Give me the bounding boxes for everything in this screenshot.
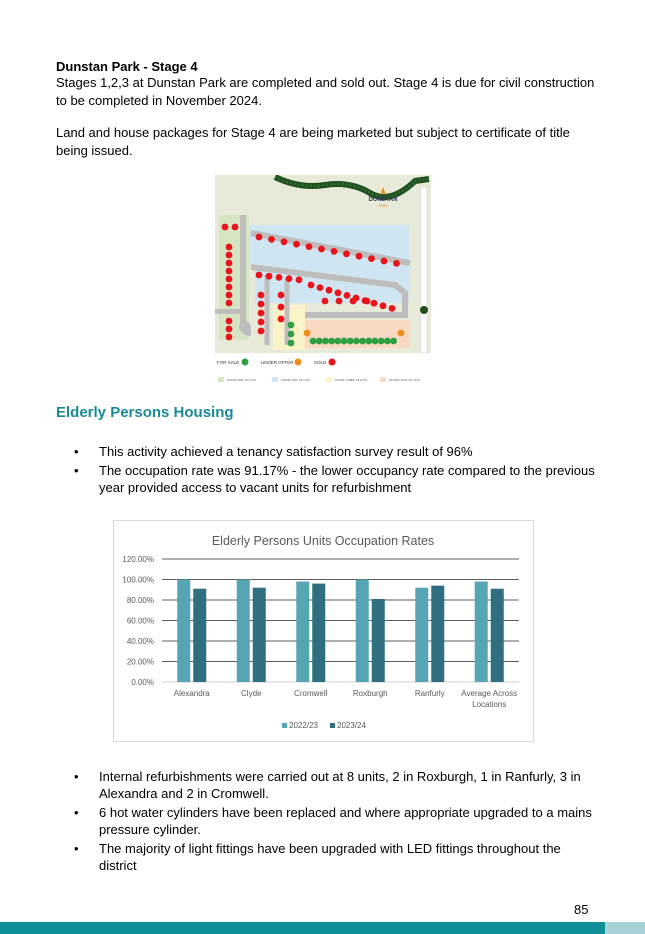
dunstan-heading: Dunstan Park - Stage 4 <box>56 59 198 74</box>
lot-marker <box>258 292 265 299</box>
bar-2022-23-1 <box>237 580 250 683</box>
bar-2023-24-4 <box>431 586 444 682</box>
bar-2023-24-3 <box>372 599 385 682</box>
y-tick-label: 120.00% <box>122 555 154 564</box>
svg-text:STAGE FOUR: 22 LOTS: STAGE FOUR: 22 LOTS <box>389 378 420 382</box>
lot-marker <box>372 338 379 345</box>
lot-marker <box>341 338 348 345</box>
legend-for-sale-dot <box>242 359 249 366</box>
lot-marker <box>308 282 315 289</box>
lot-marker <box>278 316 285 323</box>
svg-text:PARK: PARK <box>378 204 388 208</box>
lot-marker <box>226 300 233 307</box>
lot-marker <box>256 234 263 241</box>
lot-marker <box>344 292 351 299</box>
lot-marker <box>318 246 325 253</box>
lot-marker <box>364 298 371 305</box>
lot-marker <box>381 258 388 265</box>
lot-marker <box>393 260 400 267</box>
list-item: • The majority of light fittings have been upgraded with LED fittings throughout the district <box>56 840 596 874</box>
eph-bullets-top <box>56 443 596 498</box>
site-plan-map <box>215 175 431 388</box>
bar-2023-24-0 <box>193 589 206 682</box>
lot-marker <box>335 289 342 296</box>
x-tick-label: Roxburgh <box>352 689 388 698</box>
bar-2022-23-2 <box>296 582 309 682</box>
list-item: • 6 hot water cylinders have been replaced and where appropriate upgraded to a mains pressure cylinder. <box>56 804 596 838</box>
bar-2022-23-4 <box>415 588 428 682</box>
y-tick-label: 20.00% <box>126 657 154 667</box>
lot-marker <box>389 305 396 312</box>
y-tick-label: 100.00% <box>122 575 154 585</box>
lot-marker <box>226 260 233 267</box>
lot-marker <box>331 248 338 255</box>
lot-marker <box>286 275 293 282</box>
legend-under-offer-dot <box>295 359 302 366</box>
y-tick-label: 80.00% <box>126 596 154 605</box>
lot-marker <box>278 292 285 299</box>
lot-marker <box>288 322 295 329</box>
x-tick-label: Alexandra <box>173 689 210 698</box>
page-number: 85 <box>574 902 589 917</box>
lot-marker <box>266 273 273 280</box>
legend-sold: SOLD <box>314 360 327 365</box>
svg-text:STAGE THREE: 19 LOTS: STAGE THREE: 19 LOTS <box>335 378 368 382</box>
map-legend <box>217 359 336 366</box>
x-tick-label: Cromwell <box>294 689 328 698</box>
lot-marker <box>268 236 275 243</box>
legend-sold-dot <box>329 359 336 366</box>
lot-marker <box>326 287 333 294</box>
dunstan-para-2: Land and house packages for Stage 4 are being marketed but subject to certificate of title being issued. <box>56 125 570 158</box>
lot-marker <box>226 326 233 333</box>
legend-label: 2022/23 <box>289 721 318 730</box>
lot-marker <box>359 338 366 345</box>
lot-marker <box>322 298 329 305</box>
svg-text:STAGE TWO: 26 LOTS: STAGE TWO: 26 LOTS <box>281 378 311 382</box>
legend-swatch <box>282 723 287 728</box>
lot-marker <box>356 253 363 260</box>
lot-marker <box>317 284 324 291</box>
lot-marker <box>226 268 233 275</box>
bar-2022-23-5 <box>475 582 488 682</box>
lot-marker <box>226 292 233 299</box>
lot-marker <box>226 252 233 259</box>
x-tick-label: Ranfurly <box>414 689 445 698</box>
lot-marker <box>310 338 317 345</box>
bar-2023-24-5 <box>491 589 504 682</box>
lot-marker <box>222 224 229 231</box>
bar-2023-24-2 <box>312 584 325 682</box>
lot-marker <box>334 338 341 345</box>
y-tick-label: 40.00% <box>126 637 154 646</box>
lot-marker <box>258 301 265 308</box>
lot-marker <box>384 338 391 345</box>
x-tick-label: Average Across <box>461 689 518 698</box>
lot-marker <box>278 304 285 311</box>
lot-marker <box>353 338 360 345</box>
lot-marker <box>226 284 233 291</box>
bar-2022-23-3 <box>356 580 369 683</box>
lot-marker <box>390 338 397 345</box>
lot-marker <box>350 298 357 305</box>
lot-marker <box>288 340 295 347</box>
lot-marker <box>258 319 265 326</box>
lot-marker <box>306 243 313 250</box>
lot-marker <box>343 250 350 257</box>
lot-marker <box>276 274 283 281</box>
y-tick-label: 0.00% <box>131 678 154 687</box>
lot-marker <box>322 338 329 345</box>
lot-marker <box>365 338 372 345</box>
x-tick-label: Clyde <box>241 689 262 698</box>
footer-bar <box>0 922 645 934</box>
lot-marker <box>336 298 343 305</box>
lot-marker <box>398 330 405 337</box>
x-tick-label: Locations <box>472 700 507 709</box>
lot-marker <box>296 276 303 283</box>
legend-under-offer: UNDER OFFER <box>261 360 294 365</box>
legend-swatch <box>330 723 335 728</box>
lot-marker <box>328 338 335 345</box>
svg-text:STAGE ONE: 26 LOTS: STAGE ONE: 26 LOTS <box>227 378 256 382</box>
lot-marker <box>226 244 233 251</box>
lot-marker <box>258 310 265 317</box>
list-item: • The occupation rate was 91.17% - the lower occupancy rate compared to the previous year provided access to vacant units for refurbishment <box>56 462 596 496</box>
lot-marker <box>316 338 323 345</box>
bar-2022-23-0 <box>177 580 190 683</box>
svg-text:DUNSTAN: DUNSTAN <box>368 197 398 203</box>
list-item: • Internal refurbishments were carried out at 8 units, 2 in Roxburgh, 1 in Ranfurly, 3 in Alexandra and 2 in Cromwell. <box>56 768 596 802</box>
legend-label: 2023/24 <box>337 721 366 730</box>
bar-2023-24-1 <box>253 588 266 682</box>
lot-marker <box>226 334 233 341</box>
legend-for-sale: FOR SALE <box>217 360 240 365</box>
lot-marker <box>378 338 385 345</box>
lot-marker <box>304 330 311 337</box>
lot-marker <box>380 302 387 309</box>
eph-bullets-bottom <box>56 768 596 876</box>
dunstan-para-1: Stages 1,2,3 at Dunstan Park are completed and sold out. Stage 4 is due for civil construction to be completed in November 2024. <box>56 75 595 108</box>
lot-marker <box>347 338 354 345</box>
lot-marker <box>293 241 300 248</box>
y-tick-label: 60.00% <box>126 616 154 626</box>
lot-marker <box>226 318 233 325</box>
lot-marker <box>258 328 265 335</box>
eph-heading: Elderly Persons Housing <box>56 404 234 421</box>
lot-marker <box>281 238 288 245</box>
list-item: • This activity achieved a tenancy satisfaction survey result of 96% <box>56 443 596 460</box>
lot-marker <box>288 331 295 338</box>
chart-svg <box>114 521 533 741</box>
lot-marker <box>226 276 233 283</box>
lot-marker <box>371 300 378 307</box>
occupation-rates-chart <box>113 520 534 742</box>
lot-marker <box>232 224 239 231</box>
lot-marker <box>368 255 375 262</box>
chart-title: Elderly Persons Units Occupation Rates <box>211 534 435 548</box>
lot-marker <box>256 272 263 279</box>
